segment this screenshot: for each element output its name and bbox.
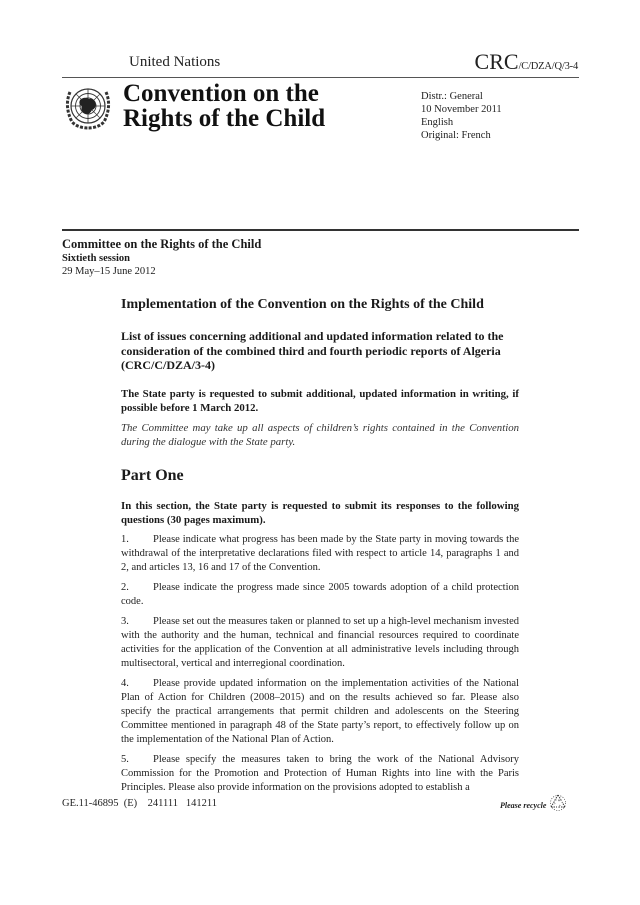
paragraph-number: 4.: [121, 677, 129, 689]
main-heading: Implementation of the Convention on the Rights of the Child: [121, 297, 484, 312]
header-rule: [62, 77, 579, 78]
document-language: English: [421, 117, 454, 128]
paragraph-text: Please specify the measures taken to bring the work of the National Advisory Commission for the Promotion and Protection of Human Rights into line with the Paris Principles. Please also provide information on the provisions adopted to establish a: [121, 753, 519, 793]
paragraph-text: Please indicate the progress made since 2005 towards adoption of a child protection code.: [121, 581, 519, 607]
paragraph-text: Please provide updated information on the implementation activities of the National Plan of Action for Children (2008–2015) and on the results achieved so far. Please also specify the practical arrangements that permit children and adolescents on the Steering Committee mentioned in paragraph 48 of the State party’s report, to effectively follow up on the implementation of the National Plan of Action.: [121, 677, 519, 745]
committee-dates: 29 May–15 June 2012: [62, 266, 156, 277]
un-emblem-icon: [62, 82, 114, 130]
job-code: GE.11-46895 (E) 241111 141211: [62, 798, 217, 809]
committee-name: Committee on the Rights of the Child: [62, 237, 262, 251]
convention-title-line1: Convention on the: [123, 80, 319, 107]
paragraph-number: 1.: [121, 533, 129, 545]
paragraph-3: [121, 615, 519, 671]
document-date: 10 November 2011: [421, 104, 502, 115]
original-language: Original: French: [421, 130, 491, 141]
section-rule: [62, 229, 579, 231]
paragraph-1: [121, 533, 519, 575]
sub-heading: List of issues concerning additional and updated information related to the consideration of the combined third and fourth periodic reports of Algeria (CRC/C/DZA/3-4): [121, 329, 504, 372]
document-symbol: [475, 49, 578, 75]
paragraph-number: 3.: [121, 615, 129, 627]
organization-name: United Nations: [129, 54, 221, 70]
committee-session: Sixtieth session: [62, 253, 130, 264]
recycle-text: Please recycle: [500, 801, 547, 810]
convention-title-line2: Rights of the Child: [123, 105, 326, 132]
recycle-icon: [548, 793, 568, 818]
paragraph-2: [121, 581, 519, 609]
paragraph-number: 2.: [121, 581, 129, 593]
part-title: Part One: [121, 466, 184, 484]
paragraph-text: Please set out the measures taken or planned to set up a high-level mechanism invested with the authority and the human, technical and financial resources required to coordinate activities for the application of the Convention at all administrative levels including through multisectoral, vertical and interregional coordination.: [121, 615, 519, 669]
symbol-main: CRC: [474, 49, 519, 74]
symbol-sub: /C/DZA/Q/3-4: [518, 61, 578, 72]
distribution-type: Distr.: General: [421, 91, 483, 102]
main-content: [121, 296, 519, 801]
committee-note: The Committee may take up all aspects of children’s rights contained in the Convention during the dialogue with the State party.: [121, 421, 519, 448]
committee-block: [62, 237, 261, 278]
convention-title: [123, 81, 325, 131]
submission-request: The State party is requested to submit additional, updated information in writing, if possible before 1 March 2012.: [121, 387, 519, 414]
distribution-block: [421, 90, 502, 142]
paragraph-5: [121, 753, 519, 795]
paragraph-number: 5.: [121, 753, 129, 765]
paragraph-text: Please indicate what progress has been made by the State party in moving towards the withdrawal of the interpretative declarations filed with respect to article 14, paragraphs 1 and 2, and articles 13, 16 and 17 of the Convention.: [121, 533, 519, 573]
paragraph-4: [121, 677, 519, 747]
part-instruction: In this section, the State party is requested to submit its responses to the following questions (30 pages maximum).: [121, 499, 519, 526]
recycle-notice: [500, 793, 568, 818]
